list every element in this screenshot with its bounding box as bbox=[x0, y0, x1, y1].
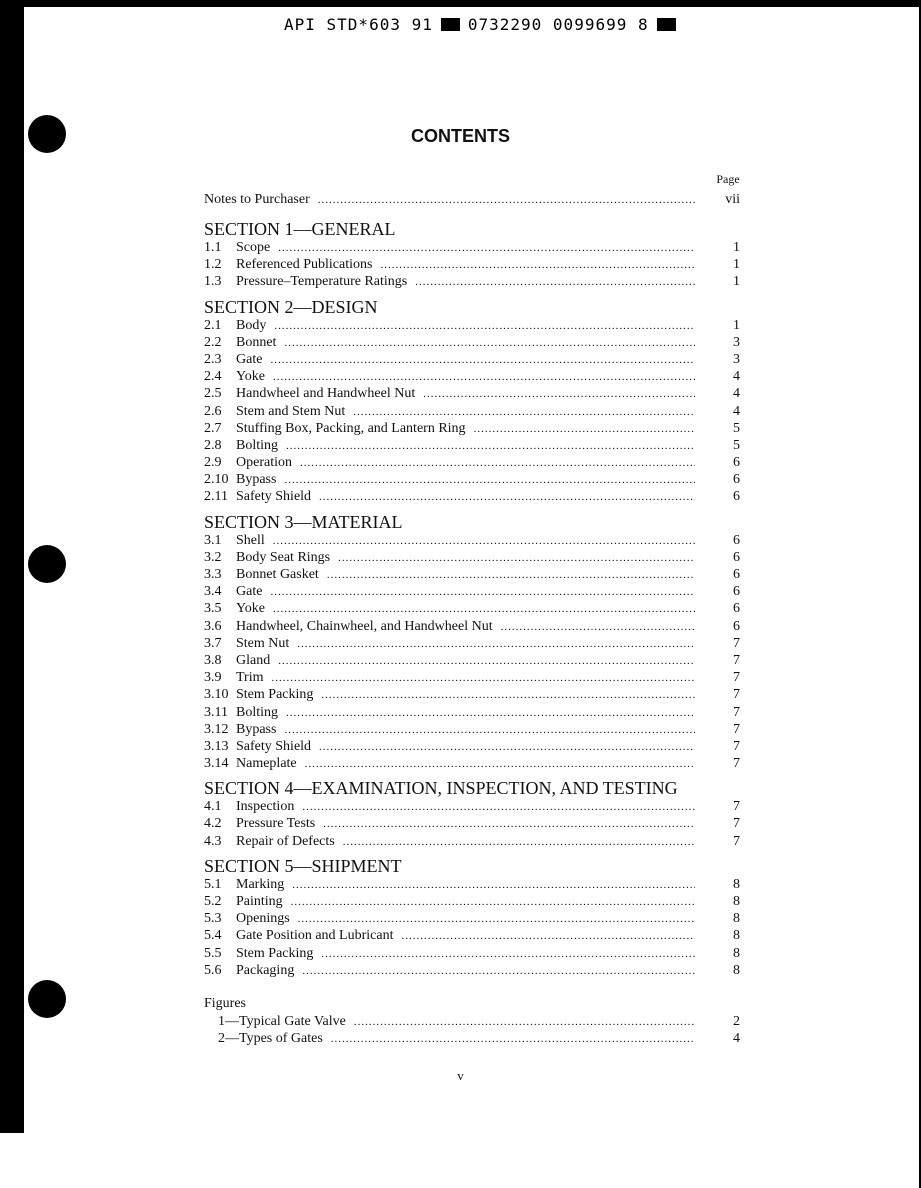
toc-entry-number: 3.10 bbox=[204, 687, 229, 703]
dot-leader bbox=[305, 758, 695, 770]
toc-entry-page: 7 bbox=[733, 687, 740, 703]
table-of-contents bbox=[204, 192, 740, 1048]
toc-entry-label: Marking bbox=[236, 876, 285, 892]
toc-entry-page: vii bbox=[725, 192, 740, 207]
dot-leader bbox=[278, 242, 695, 254]
toc-entry[interactable] bbox=[204, 352, 740, 369]
toc-entry[interactable] bbox=[204, 799, 740, 816]
dot-leader bbox=[302, 965, 695, 977]
toc-entry[interactable] bbox=[204, 257, 740, 274]
figure-entry[interactable] bbox=[204, 1031, 740, 1048]
toc-entry-label: Bonnet Gasket bbox=[236, 567, 319, 582]
dot-leader bbox=[423, 388, 695, 400]
toc-entry-label: Bolting bbox=[236, 437, 279, 453]
toc-entry-number: 4.3 bbox=[204, 833, 222, 849]
toc-entry-number: 2.3 bbox=[204, 351, 222, 367]
toc-entry-page: 6 bbox=[733, 472, 740, 488]
scan-top-edge bbox=[0, 0, 921, 7]
dot-leader bbox=[274, 320, 695, 332]
toc-entry[interactable] bbox=[204, 756, 740, 773]
dot-leader bbox=[273, 603, 695, 615]
toc-entry[interactable] bbox=[204, 533, 740, 550]
toc-entry-number: 5.5 bbox=[204, 945, 222, 961]
toc-entry-number: 1.3 bbox=[204, 274, 222, 290]
dot-leader bbox=[319, 741, 695, 753]
toc-entry-label: Stem and Stem Nut bbox=[236, 403, 346, 419]
dot-leader bbox=[298, 913, 695, 925]
toc-entry-label: Pressure Tests bbox=[236, 816, 316, 832]
toc-entry-label: Stem Packing bbox=[236, 945, 314, 961]
toc-entry-page: 7 bbox=[733, 738, 740, 754]
dot-leader bbox=[292, 879, 695, 891]
toc-entry-label: Shell bbox=[236, 532, 265, 548]
toc-entry-label: Bypass bbox=[236, 721, 277, 737]
toc-entry[interactable] bbox=[204, 963, 740, 980]
scan-left-edge bbox=[0, 0, 24, 1133]
toc-entry[interactable] bbox=[204, 601, 740, 618]
toc-entry-label: Referenced Publications bbox=[236, 257, 373, 273]
dot-leader bbox=[474, 423, 695, 435]
section-heading: SECTION 1—GENERAL bbox=[204, 219, 396, 239]
toc-entry[interactable] bbox=[204, 240, 740, 257]
toc-entry-page: 1 bbox=[733, 257, 740, 273]
dot-leader bbox=[291, 896, 695, 908]
toc-entry[interactable] bbox=[204, 619, 740, 636]
toc-entry-number: 1.2 bbox=[204, 257, 222, 273]
toc-entry-label: Gland bbox=[236, 652, 271, 668]
toc-entry-number: 2.1 bbox=[204, 317, 222, 333]
toc-entry[interactable] bbox=[204, 318, 740, 335]
dot-leader bbox=[327, 569, 695, 581]
toc-entry[interactable] bbox=[204, 705, 740, 722]
toc-entry-number: 3.4 bbox=[204, 584, 222, 600]
dot-leader bbox=[321, 948, 695, 960]
toc-entry-page: 7 bbox=[733, 833, 740, 849]
dot-leader bbox=[321, 689, 695, 701]
toc-entry-label: Pressure–Temperature Ratings bbox=[236, 274, 408, 290]
document-header bbox=[284, 12, 704, 36]
dot-leader bbox=[319, 491, 695, 503]
toc-entry-number: 4.2 bbox=[204, 816, 222, 832]
header-block-mark bbox=[441, 18, 460, 31]
toc-entry[interactable] bbox=[204, 274, 740, 291]
toc-entry[interactable] bbox=[204, 946, 740, 963]
toc-entry-number: 3.1 bbox=[204, 532, 222, 548]
toc-entry-number: 4.1 bbox=[204, 799, 222, 815]
toc-entry-page: 8 bbox=[733, 962, 740, 978]
toc-entry-label: Yoke bbox=[236, 601, 265, 617]
toc-entry-page: 6 bbox=[733, 601, 740, 617]
toc-entry-number: 2.9 bbox=[204, 455, 222, 471]
toc-entry-page: 4 bbox=[733, 403, 740, 419]
dot-leader bbox=[323, 818, 695, 830]
dot-leader bbox=[354, 1016, 695, 1028]
figure-entry-page: 2 bbox=[733, 1013, 740, 1029]
dot-leader bbox=[286, 440, 695, 452]
toc-entry-page: 1 bbox=[733, 317, 740, 333]
toc-entry-number: 2.2 bbox=[204, 334, 222, 350]
page-folio: v bbox=[457, 1068, 464, 1083]
toc-entry-page: 7 bbox=[733, 670, 740, 686]
figure-entry-label: 2—Types of Gates bbox=[218, 1031, 323, 1047]
toc-entry-number: 3.7 bbox=[204, 635, 222, 651]
toc-entry-label: Safety Shield bbox=[236, 489, 312, 505]
toc-entry[interactable] bbox=[204, 928, 740, 945]
toc-entry[interactable] bbox=[204, 421, 740, 438]
figures-heading: Figures bbox=[204, 995, 246, 1011]
dot-leader bbox=[338, 552, 695, 564]
header-code: API STD*603 91 bbox=[284, 14, 433, 34]
dot-leader bbox=[273, 535, 695, 547]
toc-entry-label: Painting bbox=[236, 894, 283, 909]
toc-entry[interactable] bbox=[204, 584, 740, 601]
toc-entry[interactable] bbox=[204, 877, 740, 894]
section-heading: SECTION 3—MATERIAL bbox=[204, 511, 403, 532]
toc-entry[interactable] bbox=[204, 722, 740, 739]
dot-leader bbox=[270, 586, 695, 598]
toc-entry-label: Body bbox=[236, 317, 267, 333]
toc-entry-label: Gate Position and Lubricant bbox=[236, 928, 394, 944]
toc-entry-number: 2.10 bbox=[204, 472, 229, 488]
toc-entry-label: Openings bbox=[236, 911, 290, 927]
toc-entry[interactable] bbox=[204, 739, 740, 756]
toc-entry-label: Gate bbox=[236, 351, 263, 367]
dot-leader bbox=[272, 672, 695, 684]
toc-entry-number: 3.11 bbox=[204, 704, 228, 720]
toc-entry-page: 6 bbox=[733, 584, 740, 600]
toc-entry-label: Inspection bbox=[236, 799, 295, 815]
figure-entry-page: 4 bbox=[733, 1031, 740, 1047]
toc-entry-label: Nameplate bbox=[236, 756, 297, 772]
toc-entry-page: 6 bbox=[733, 618, 740, 634]
toc-entry-label: Scope bbox=[236, 240, 271, 255]
toc-entry-page: 7 bbox=[733, 799, 740, 815]
toc-entry-label: Trim bbox=[236, 670, 264, 686]
toc-entry-label: Gate bbox=[236, 584, 263, 600]
toc-entry-label: Yoke bbox=[236, 369, 265, 385]
toc-entry-label: Bolting bbox=[236, 704, 279, 720]
toc-entry-number: 3.8 bbox=[204, 652, 222, 668]
dot-leader bbox=[380, 259, 695, 271]
toc-entry-page: 6 bbox=[733, 532, 740, 548]
toc-entry-page: 4 bbox=[733, 369, 740, 385]
toc-entry-number: 3.13 bbox=[204, 738, 229, 754]
dot-leader bbox=[284, 337, 695, 349]
toc-entry-page: 4 bbox=[733, 386, 740, 402]
toc-entry-number: 5.6 bbox=[204, 962, 222, 978]
dot-leader bbox=[278, 655, 695, 667]
toc-entry-page: 7 bbox=[733, 816, 740, 832]
toc-entry-number: 2.7 bbox=[204, 420, 222, 436]
toc-entry[interactable] bbox=[204, 404, 740, 421]
toc-entry-number: 5.2 bbox=[204, 894, 222, 909]
figure-entry-label: 1—Typical Gate Valve bbox=[218, 1013, 346, 1029]
toc-entry-page: 8 bbox=[733, 894, 740, 909]
dot-leader bbox=[331, 1033, 695, 1045]
header-block-mark-end bbox=[657, 18, 676, 31]
toc-entry-label: Repair of Defects bbox=[236, 833, 335, 849]
toc-entry-page: 5 bbox=[733, 420, 740, 436]
toc-entry-page: 8 bbox=[733, 945, 740, 961]
toc-entry-label: Stem Nut bbox=[236, 635, 290, 651]
toc-entry[interactable] bbox=[204, 386, 740, 403]
toc-entry-number: 5.3 bbox=[204, 911, 222, 927]
punch-hole-middle bbox=[28, 545, 66, 583]
toc-entry[interactable] bbox=[204, 369, 740, 386]
toc-entry-number: 3.2 bbox=[204, 549, 222, 565]
toc-entry[interactable] bbox=[204, 472, 740, 489]
toc-entry-number: 3.9 bbox=[204, 670, 222, 686]
toc-entry-page: 3 bbox=[733, 334, 740, 350]
toc-entry-page: 6 bbox=[733, 567, 740, 582]
page-column-label: Page bbox=[716, 172, 740, 186]
dot-leader bbox=[300, 457, 695, 469]
dot-leader bbox=[270, 354, 695, 366]
toc-entry-number: 2.6 bbox=[204, 403, 222, 419]
toc-entry-number: 2.8 bbox=[204, 437, 222, 453]
toc-entry-number: 5.4 bbox=[204, 928, 222, 944]
toc-entry-label: Stuffing Box, Packing, and Lantern Ring bbox=[236, 420, 466, 436]
toc-entry[interactable] bbox=[204, 550, 740, 567]
figure-entry[interactable] bbox=[204, 1014, 740, 1031]
toc-entry[interactable] bbox=[204, 834, 740, 851]
toc-entry-page: 7 bbox=[733, 635, 740, 651]
toc-entry-page: 6 bbox=[733, 489, 740, 505]
toc-entry-notes[interactable] bbox=[204, 192, 740, 214]
toc-entry[interactable] bbox=[204, 894, 740, 911]
dot-leader bbox=[318, 194, 695, 206]
toc-entry-number: 2.4 bbox=[204, 369, 222, 385]
toc-entry-page: 7 bbox=[733, 756, 740, 772]
toc-entry[interactable] bbox=[204, 670, 740, 687]
toc-entry[interactable] bbox=[204, 489, 740, 506]
toc-entry-label: Packaging bbox=[236, 962, 295, 978]
dot-leader bbox=[302, 801, 695, 813]
punch-hole-bottom bbox=[28, 980, 66, 1018]
toc-entry[interactable] bbox=[204, 816, 740, 833]
toc-entry-page: 5 bbox=[733, 437, 740, 453]
toc-entry-page: 8 bbox=[733, 928, 740, 944]
dot-leader bbox=[343, 836, 695, 848]
dot-leader bbox=[297, 638, 695, 650]
toc-entry-label: Safety Shield bbox=[236, 738, 312, 754]
toc-entry-label: Stem Packing bbox=[236, 687, 314, 703]
dot-leader bbox=[501, 621, 695, 633]
toc-entry[interactable] bbox=[204, 687, 740, 704]
toc-entry-page: 7 bbox=[733, 721, 740, 737]
toc-entry-label: Handwheel, Chainwheel, and Handwheel Nut bbox=[236, 618, 493, 634]
section-heading: SECTION 5—SHIPMENT bbox=[204, 855, 402, 876]
toc-entry-number: 2.11 bbox=[204, 489, 228, 505]
section-heading: SECTION 2—DESIGN bbox=[204, 296, 378, 317]
toc-entry-number: 1.1 bbox=[204, 240, 222, 255]
toc-entry-page: 8 bbox=[733, 911, 740, 927]
toc-entry-page: 8 bbox=[733, 876, 740, 892]
toc-entry-number: 3.3 bbox=[204, 567, 222, 582]
toc-entry-number: 2.5 bbox=[204, 386, 222, 402]
dot-leader bbox=[284, 724, 695, 736]
toc-entry[interactable] bbox=[204, 653, 740, 670]
toc-entry-page: 1 bbox=[733, 274, 740, 290]
toc-entry-page: 6 bbox=[733, 549, 740, 565]
dot-leader bbox=[273, 371, 695, 383]
toc-entry-number: 3.12 bbox=[204, 721, 229, 737]
dot-leader bbox=[415, 276, 695, 288]
page-title: CONTENTS bbox=[411, 126, 510, 146]
toc-entry[interactable] bbox=[204, 455, 740, 472]
toc-entry-label: Handwheel and Handwheel Nut bbox=[236, 386, 416, 402]
toc-entry-label: Body Seat Rings bbox=[236, 549, 331, 565]
dot-leader bbox=[353, 406, 695, 418]
toc-entry-label: Bypass bbox=[236, 472, 277, 488]
toc-entry-page: 3 bbox=[733, 351, 740, 367]
toc-entry[interactable] bbox=[204, 567, 740, 584]
header-serial: 0732290 0099699 8 bbox=[467, 14, 649, 34]
toc-entry[interactable] bbox=[204, 335, 740, 352]
dot-leader bbox=[401, 930, 695, 942]
toc-entry-page: 1 bbox=[733, 240, 740, 255]
toc-entry-page: 7 bbox=[733, 652, 740, 668]
toc-entry-page: 6 bbox=[733, 455, 740, 471]
toc-entry-label: Bonnet bbox=[236, 334, 277, 350]
toc-entry[interactable] bbox=[204, 636, 740, 653]
toc-entry-label: Notes to Purchaser bbox=[204, 192, 310, 207]
toc-entry-number: 3.14 bbox=[204, 756, 229, 772]
toc-entry-page: 7 bbox=[733, 704, 740, 720]
toc-entry-number: 3.5 bbox=[204, 601, 222, 617]
toc-entry[interactable] bbox=[204, 438, 740, 455]
toc-entry-label: Operation bbox=[236, 455, 292, 471]
dot-leader bbox=[286, 707, 695, 719]
toc-entry[interactable] bbox=[204, 911, 740, 928]
toc-entry-number: 3.6 bbox=[204, 618, 222, 634]
toc-entry-number: 5.1 bbox=[204, 876, 222, 892]
dot-leader bbox=[284, 474, 695, 486]
section-heading: SECTION 4—EXAMINATION, INSPECTION, AND TESTING bbox=[204, 778, 678, 799]
